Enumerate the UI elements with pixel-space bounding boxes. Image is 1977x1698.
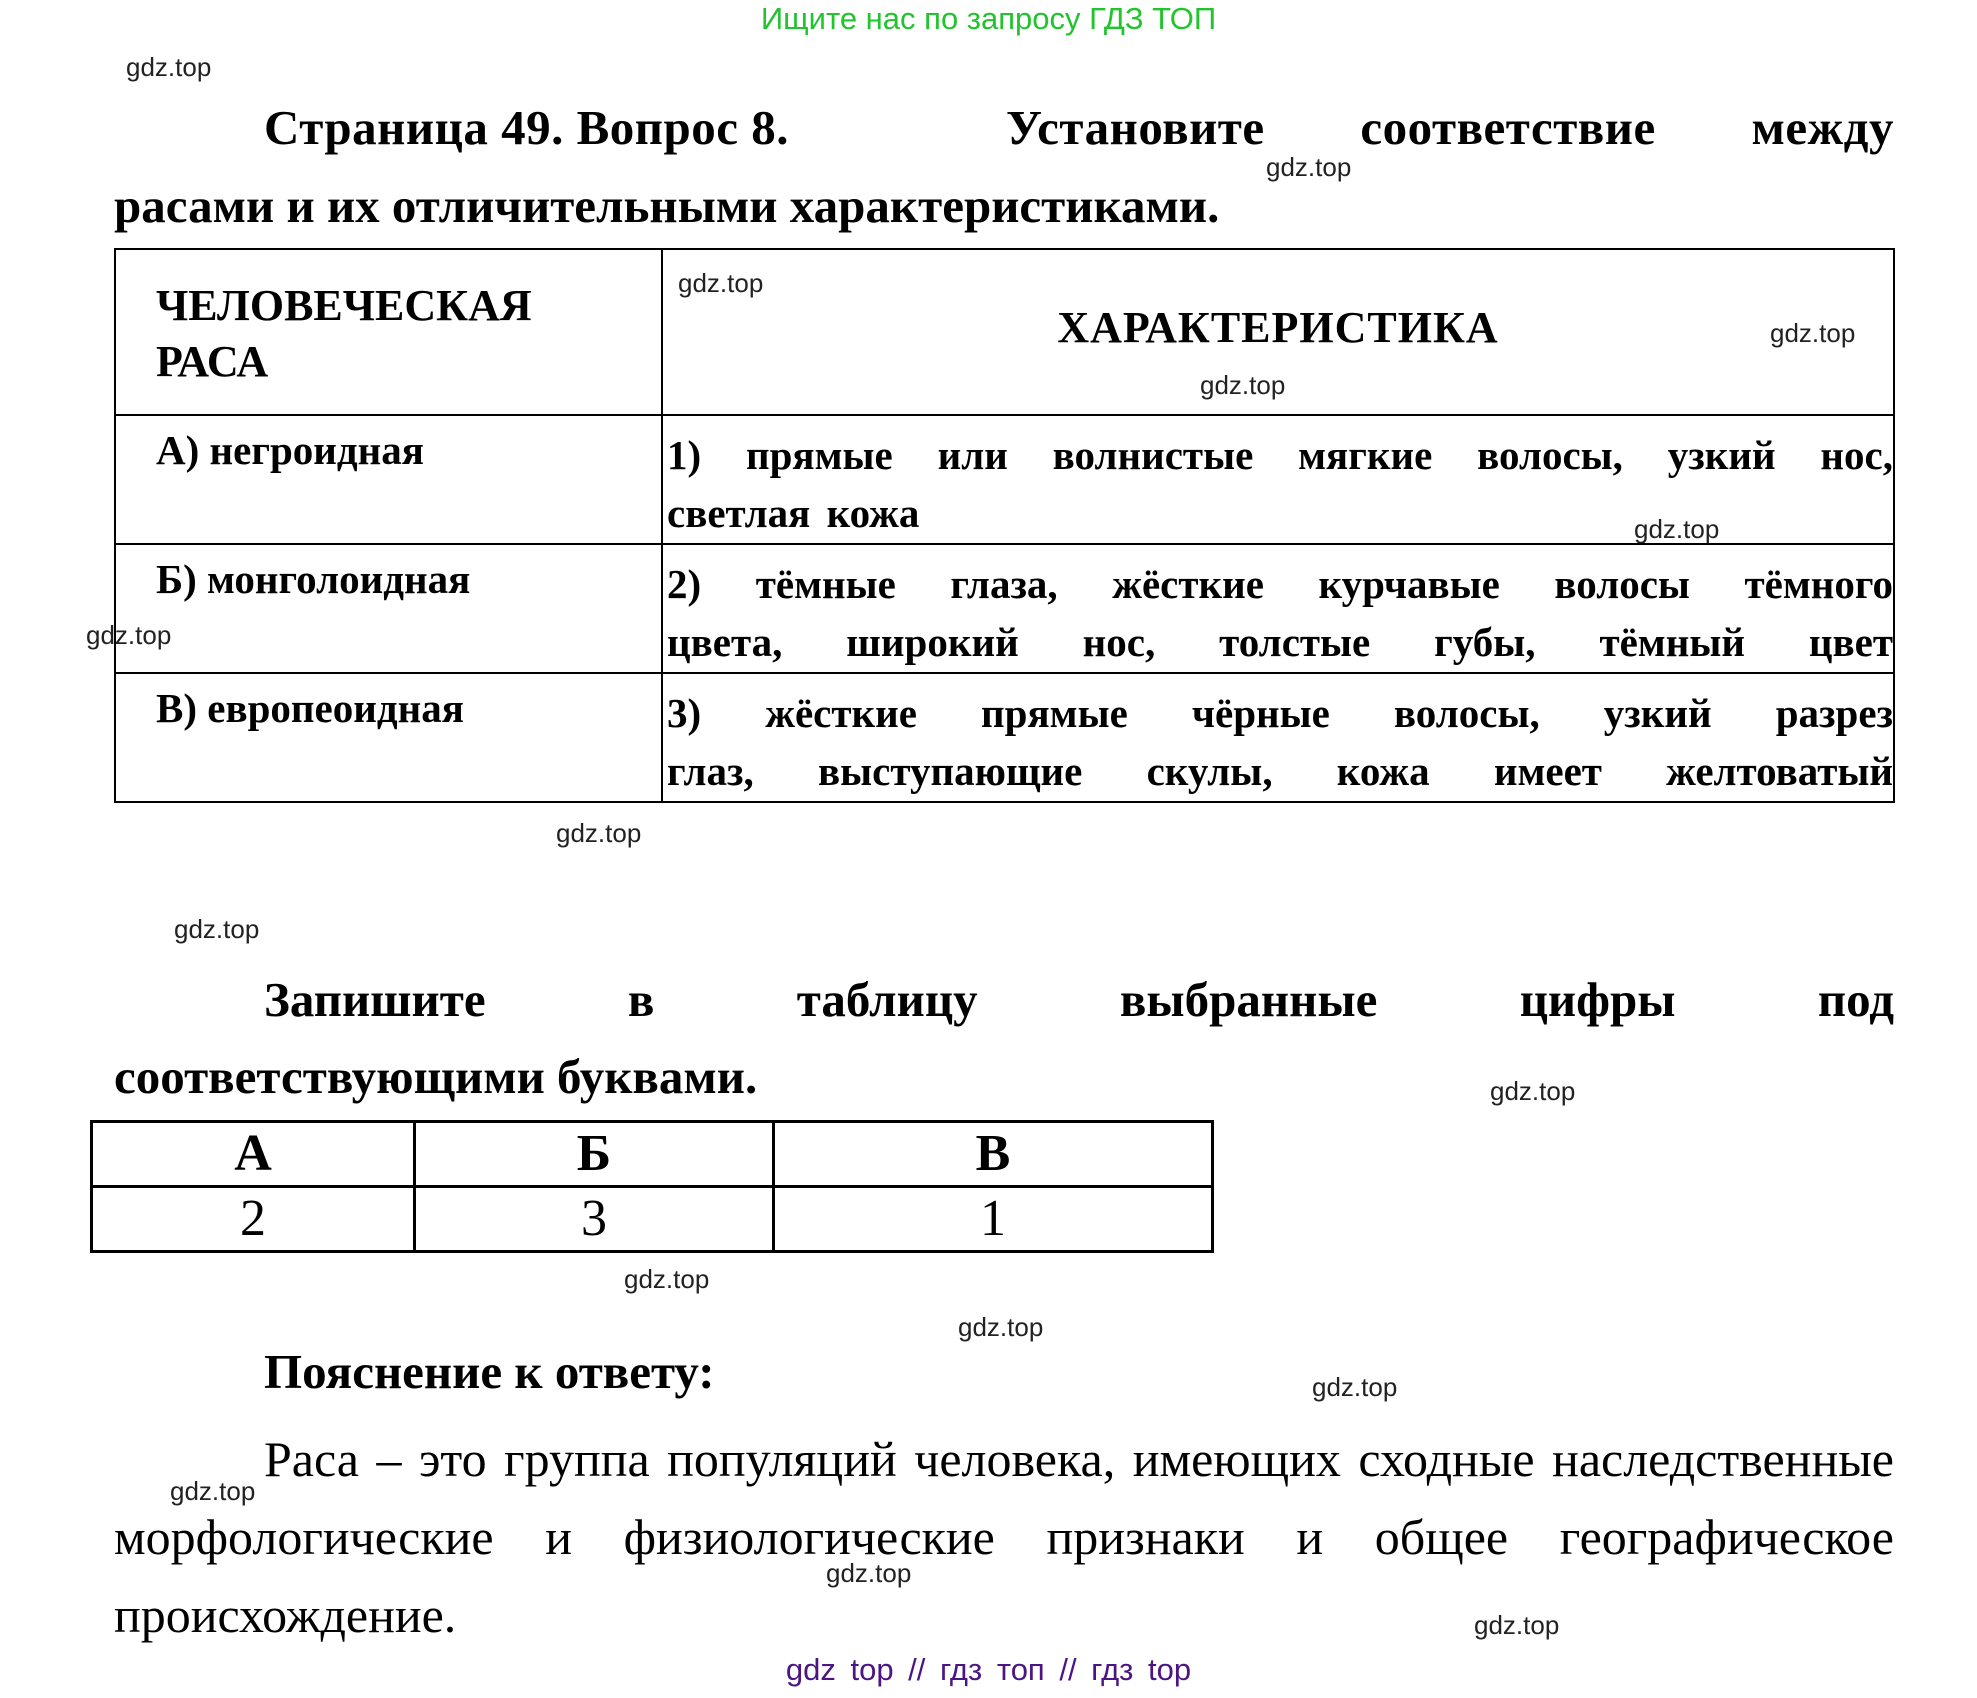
header-race-line: ЧЕЛОВЕЧЕСКАЯ — [156, 281, 532, 330]
instruction-word: в — [627, 972, 655, 1027]
answer-digit: 2 — [92, 1187, 415, 1252]
desc-line: 3) жёсткие прямые чёрные волосы, узкий разрез — [667, 690, 1893, 736]
race-cell: В) европеоидная — [156, 685, 464, 731]
instruction-word: таблицу — [796, 972, 978, 1027]
header-characteristic — [662, 249, 1894, 415]
answer-digit: 1 — [774, 1187, 1213, 1252]
explanation-text — [114, 1420, 1894, 1654]
matching-table — [114, 248, 1895, 803]
title-word: Установите — [1006, 100, 1265, 155]
race-cell: А) негроидная — [156, 427, 424, 473]
instruction-line2: соответствующими буквами. — [114, 1049, 758, 1104]
watermark: gdz.top — [126, 52, 212, 82]
header-characteristic-label: ХАРАКТЕРИСТИКА — [1057, 303, 1499, 352]
explanation-heading: Пояснение к ответу: — [264, 1344, 715, 1399]
watermark: gdz.top — [86, 620, 172, 650]
watermark: gdz.top — [1770, 318, 1856, 348]
watermark: gdz.top — [958, 1312, 1044, 1342]
watermark: gdz.top — [826, 1558, 912, 1588]
search-banner: Ищите нас по запросу ГДЗ ТОП — [760, 1, 1217, 36]
header-race-line: РАСА — [156, 337, 269, 386]
watermark: gdz.top — [1490, 1076, 1576, 1106]
header-race — [115, 249, 662, 415]
answer-letters-row — [92, 1122, 1213, 1187]
table-row — [115, 544, 1894, 673]
watermark: gdz.top — [1266, 152, 1352, 182]
watermark: gdz.top — [174, 914, 260, 944]
table-row — [115, 673, 1894, 802]
table-row — [115, 415, 1894, 544]
characteristic-cell — [663, 416, 1893, 542]
desc-line: 1) прямые или волнистые мягкие волосы, узкий нос, — [667, 432, 1893, 478]
characteristic-cell — [663, 674, 1893, 800]
answer-letter: В — [774, 1122, 1213, 1187]
answer-digit: 3 — [415, 1187, 774, 1252]
desc-line: 2) тёмные глаза, жёсткие курчавые волосы тёмного — [667, 561, 1893, 607]
instruction-word: выбранные — [1119, 972, 1378, 1027]
instruction-line1 — [264, 970, 1894, 1030]
question-label: Страница 49. Вопрос 8. — [264, 100, 790, 155]
answer-digits-row — [92, 1187, 1213, 1252]
watermark: gdz.top — [1312, 1372, 1398, 1402]
desc-line: светлая кожа — [667, 490, 920, 536]
watermark: gdz.top — [1474, 1610, 1560, 1640]
explanation-body: Раса – это группа популяций человека, имеющих сходные наследственные морфологические и физиологические признаки и общее географическое происхождение. — [114, 1431, 1894, 1643]
answer-letter: Б — [415, 1122, 774, 1187]
question-title — [264, 98, 1894, 158]
title-word: между — [1751, 100, 1894, 155]
watermark: gdz.top — [1200, 370, 1286, 400]
title-word: соответствие — [1360, 100, 1656, 155]
answer-letter: А — [92, 1122, 415, 1187]
question-title-line2: расами и их отличительными характеристиками. — [114, 178, 1220, 233]
race-cell: Б) монголоидная — [156, 556, 471, 602]
watermark: gdz.top — [1634, 514, 1720, 544]
characteristic-cell — [663, 545, 1893, 671]
watermark: gdz.top — [624, 1264, 710, 1294]
answer-table — [90, 1120, 1214, 1253]
watermark: gdz.top — [170, 1476, 256, 1506]
watermark: gdz.top — [678, 268, 764, 298]
instruction-word: Запишите — [264, 972, 486, 1027]
desc-line: глаз, выступающие скулы, кожа имеет желтоватый — [667, 748, 1893, 794]
instruction-word: цифры — [1519, 972, 1676, 1027]
footer-link[interactable]: gdz top // гдз топ // гдз top — [785, 1652, 1192, 1687]
watermark: gdz.top — [556, 818, 642, 848]
instruction-word: под — [1817, 972, 1894, 1027]
desc-line: цвета, широкий нос, толстые губы, тёмный цвет — [667, 619, 1893, 665]
